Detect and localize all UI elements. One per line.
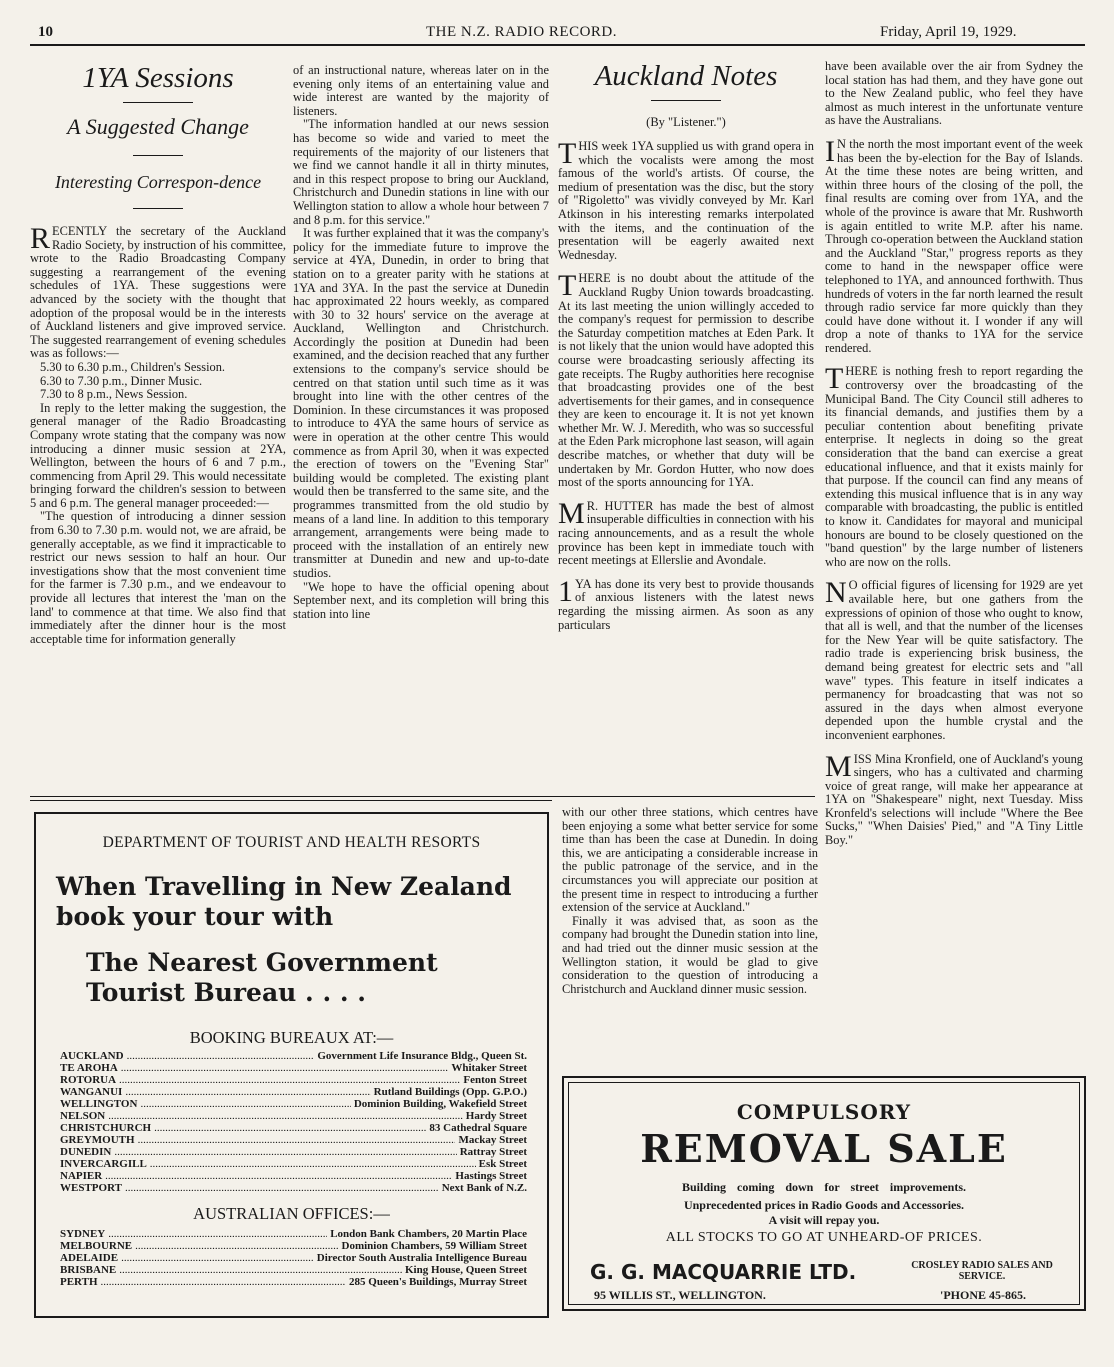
- bureau-row: NELSON ..... Hardy Street: [60, 1110, 527, 1122]
- article-title: 1YA Sessions: [82, 62, 234, 94]
- australian-heading: AUSTRALIAN OFFICES:—: [193, 1204, 390, 1223]
- section-rule: [30, 796, 815, 797]
- sale-headline: REMOVAL SALE: [640, 1126, 1008, 1171]
- bureau-row: ROTORUA ..... Fenton Street: [60, 1074, 527, 1086]
- bureau-row: INVERCARGILL ..... Esk Street: [60, 1158, 527, 1170]
- paragraph: It was further explained that it was the company's policy for the immediate future to improve the service at 4YA, Dunedin, in order to bring that station on to a greater parity with he stations at 1YA and 3YA. In the past the service at Dunedin hac approximated 22 hours weekly, as compared with 30 to 32 hours' service on the average at Auckland, Wellington and Christchurch. Accordingly the position at Dunedin had been examined, and the decision reached that any further extensions to the company's service should be centred on that station until such time as it was brought into line with the other centres of the Dominion. In these circumstances it was proposed to introduce to 4YA the same hours of service as were in operation at the other centre This would commence as from April 30, when it was expected the erection of towers on the "Evening Star" building would be completed. The existing plant would then be transferred to the same site, and the programmes transmitted from the old studio by means of a land line. In addition to this temporary arrangement, arrangements were being made to proceed with the installation of an entirely new transmitter at Dunedin and new and up-to-date studios.: [293, 226, 549, 580]
- auckland-notes-col3: [558, 58, 814, 632]
- subsubtitle-divider: [133, 208, 183, 209]
- paragraph: of an instructional nature, whereas later on in the evening only items of an entertaining value and wide interest are wanted by the majority of listeners.: [293, 63, 549, 118]
- australian-list: [60, 1228, 527, 1288]
- bureau-row: TE AROHA ..... Whitaker Street: [60, 1062, 527, 1074]
- paragraph: "We hope to have the official opening about September next, and its completion will bring this station into line: [293, 579, 549, 621]
- booking-heading: BOOKING BUREAUX AT:—: [189, 1028, 394, 1047]
- paragraph: N the north the most important event of the week has been the by-election for the Bay of Islands. At the time these notes are being written, and within three hours of the closing of the poll, the final results are coming over from 1YA, and the whole of the province is aware that Mr. Rushworth is again entitled to write M.P. after his name. Through co-operation between the Auckland station and the Auckland "Star," progress reports as they come to hand in the newspaper office were telephoned to 1YA, and announced forthwith. Thus hundreds of voters in the far north learned the result through radio service far more quickly than they could have done without it. I wonder if any will drop a note of thanks to 1YA for the service rendered.: [825, 136, 1083, 355]
- crosley-text: CROSLEY RADIO SALES AND SERVICE.: [911, 1260, 1053, 1282]
- paragraph: HIS week 1YA supplied us with grand opera in which the vocalists were among the most famous of the world's artists. Of course, the medium of presentation was the disc, but the story of "Rigoletto" was vividly conveyed by Mr. Karl Atkinson in his interesting remarks interpolated with the items, and the continuation of the presentation will be eagerly awaited next Wednesday.: [558, 139, 814, 262]
- bureau-row: DUNEDIN ..... Rattray Street: [60, 1146, 527, 1158]
- schedule-item: 5.30 to 6.30 p.m., Children's Session.: [40, 359, 226, 374]
- col1-body: [30, 222, 286, 646]
- dropcap: T: [558, 269, 577, 303]
- paragraph: O official figures of licensing for 1929 are yet available here, but one gathers from the expressions of opinion of those who ought to know, that all is well, and that the number of the licenses for the New Year will be quite satisfactory. The radio trade is experiencing brisk business, the demand being greatest for electric sets and "all wave" types. This feature in itself indicates a permanency for broadcasting that was not so assured in the days when almost everyone depended upon the humble crystal and the inconvenient earphones.: [825, 578, 1083, 742]
- paragraph: have been available over the air from Sydney the local station has had them, and they have gone out to the New Zealand public, who feel they have almost as much interest in the unfortunate venture as have the Australians.: [825, 59, 1083, 128]
- department-heading: DEPARTMENT OF TOURIST AND HEALTH RESORTS: [102, 834, 481, 851]
- schedule-item: 6.30 to 7.30 p.m., Dinner Music.: [40, 373, 203, 388]
- dropcap: I: [825, 134, 835, 168]
- dropcap: N: [825, 576, 847, 610]
- dropcap: R: [30, 222, 51, 255]
- paragraph: ISS Mina Kronfield, one of Auckland's young singers, who has a cultivated and charming voice of great range, will make her appearance at 1YA on "Shakespeare" night, next Tuesday. Miss Kronfeld's selections will include "Where the Bee Sucks," "When Daisies' Pied," and "A Tiny Little Boy.": [825, 751, 1083, 848]
- col3-body: [558, 137, 814, 632]
- paragraph: In reply to the letter making the suggestion, the general manager of the Radio Broadcasting Company wrote stating that the company was now introducing a dinner music session at 2YA, Wellington, between the hours of 6 and 7 p.m., commencing from April 29. This would necessitate bringing forward the children's session to between 5 and 6 p.m. The general manager proceeded:—: [30, 400, 286, 510]
- schedule-item: 7.30 to 8 p.m., News Session.: [40, 387, 188, 402]
- bureau-row: WANGANUI ..... Rutland Buildings (Opp. G.P.O.): [60, 1086, 527, 1098]
- section-rule: [30, 800, 552, 801]
- dropcap: T: [558, 137, 577, 170]
- article-subsubtitle: Interesting Correspon-dence: [54, 172, 262, 192]
- byline: (By "Listener."): [646, 115, 726, 129]
- office-row: BRISBANE ..... King House, Queen Street: [60, 1264, 527, 1276]
- masthead: THE N.Z. RADIO RECORD.: [426, 24, 617, 40]
- office-row: PERTH ..... 285 Queen's Buildings, Murray Street: [60, 1276, 527, 1288]
- booking-list: [60, 1050, 527, 1194]
- dropcap: M: [825, 749, 852, 783]
- bureau-row: CHRISTCHURCH ..... 83 Cathedral Square: [60, 1122, 527, 1134]
- sale-line-1: Building coming down for street improvements.: [681, 1180, 966, 1194]
- article-1ya-col3-continued: [562, 806, 818, 996]
- dropcap: T: [825, 362, 844, 396]
- article-1ya-col2: [293, 64, 549, 621]
- paragraph: "The question of introducing a dinner session from 6.30 to 7.30 p.m. would not, we are afraid, be generally acceptable, as we find it impracticable to restrict our news session to half an hour. Our investigations show that the most convenient time for the farmer is 7.30 p.m., and we endeavour to provide all lectures that interest the 'man on the land' to commence at that time. We also find that immediately after the dinner hour is the most acceptable time for information generally: [30, 509, 286, 646]
- article-subtitle: A Suggested Change: [67, 114, 249, 139]
- office-row: SYDNEY ..... London Bank Chambers, 20 Martin Place: [60, 1228, 527, 1240]
- ad-headline: When Travelling in New Zealand book your tour with: [56, 872, 512, 931]
- company-name: G. G. MACQUARRIE LTD.: [590, 1260, 857, 1284]
- sale-compulsory: COMPULSORY: [736, 1100, 912, 1124]
- paragraph: HERE is no doubt about the attitude of the Auckland Rugby Union towards broadcasting. At its last meeting the union willingly acceded to the company's request for permission to describe the Saturday competition matches at Eden Park. It is not likely that the union would have adopted this course were broadcasting seriously affecting its gate receipts. The Rugby authorities here recognise that broadcasting provides one of the best advertisements for their games, and in consequence they are keen to encourage it. It is not yet known whether Mr. W. J. Meredith, who was so successful at the Eden Park microphone last season, will again describe matches, or whether that duty will be undertaken by Mr. Gordon Hutter, who now does most of the sports announcing for 1YA.: [558, 271, 814, 490]
- bureau-headline: The Nearest Government Tourist Bureau . . . .: [86, 948, 438, 1007]
- paragraph: ECENTLY the secretary of the Auckland Radio Society, by instruction of his committee, wrote to the Radio Broadcasting Company suggesting a rearrangement of the evening schedules of 1YA. These suggestions were advanced by the society with the thought that adoption of the proposal would be in the interests of Auckland listeners and give improved service. The suggested rearrangement of evening schedules was as follows:—: [30, 224, 286, 361]
- paragraph: R. HUTTER has made the best of almost insuperable difficulties in connection with his racing announcements, and as a result the whole province has been kept in immediate touch with recent meetings at Ellerslie and Avondale.: [558, 498, 814, 568]
- bureau-row: GREYMOUTH ..... Mackay Street: [60, 1134, 527, 1146]
- title-divider: [123, 102, 193, 103]
- page-number: 10: [38, 24, 53, 40]
- company-address: 95 WILLIS ST., WELLINGTON.: [594, 1288, 766, 1302]
- office-row: MELBOURNE ..... Dominion Chambers, 59 William Street: [60, 1240, 527, 1252]
- bureau-row: AUCKLAND ..... Government Life Insurance Bldg., Queen St.: [60, 1050, 527, 1062]
- auckland-notes-col4: [825, 60, 1083, 848]
- removal-sale-ad: [562, 1076, 1086, 1311]
- bureau-row: WESTPORT ..... Next Bank of N.Z.: [60, 1182, 527, 1194]
- paragraph: HERE is nothing fresh to report regarding the controversy over the broadcasting of the Municipal Band. The City Council still adheres to its financial demands, and justifies them by a peculiar contention about benefiting private enterprise. It neglects in doing so the great consideration that the band can exercise a great educational influence, and that it exists mainly for that purpose. If the council can find any means of extending this musical influence that is in any way comparable with broadcasting, the public is entitled to know it. Candidates for mayoral and municipal honours are bound to be closely questioned on the "band question" by the large number of listeners who are now on the rolls.: [825, 364, 1083, 569]
- paragraph: YA has done its very best to provide thousands of anxious listeners with the latest news regarding the missing airmen. As soon as any particulars: [558, 576, 814, 632]
- header-rule: [30, 44, 1085, 46]
- paragraph: with our other three stations, which centres have been enjoying a some what better service for some time than has been the case at Dunedin. In doing this, we are anticipating a considerable increase in the public patronage of the service, and in the circumstances you will appreciate our position at the present time in respect to introducing a further extension of the service at Auckland.": [562, 805, 818, 915]
- issue-date: Friday, April 19, 1929.: [880, 24, 1017, 40]
- paragraph: Finally it was advised that, as soon as the company had brought the Dunedin station into line, and had tried out the dinner music session at the Wellington station, it would be glad to give consideration to the question of introducing a Christchurch and Auckland dinner music session.: [562, 913, 818, 996]
- office-row: ADELAIDE ..... Director South Australia Intelligence Bureau: [60, 1252, 527, 1264]
- sale-line-4: ALL STOCKS TO GO AT UNHEARD-OF PRICES.: [665, 1230, 983, 1245]
- bureau-row: NAPIER ..... Hastings Street: [60, 1170, 527, 1182]
- tourist-bureau-ad: [34, 812, 549, 1318]
- auckland-notes-title: Auckland Notes: [594, 60, 778, 92]
- title-divider: [651, 100, 721, 101]
- dropcap: 1: [558, 574, 573, 608]
- article-1ya-col1: [30, 60, 286, 646]
- sale-line-3: A visit will repay you.: [768, 1213, 880, 1227]
- paragraph: "The information handled at our news session has become so wide and varied to meet the requirements of the majority of our listeners that we find we cannot handle it all in thirty minutes, and in this respect propose to bring our Auckland, Christchurch and Dunedin stations in line with our Wellington station to allow a whole hour between 7 and 8 p.m. for this service.": [293, 117, 549, 227]
- company-phone: 'PHONE 45-865.: [940, 1288, 1026, 1302]
- sale-line-2: Unprecedented prices in Radio Goods and Accessories.: [683, 1198, 965, 1212]
- dropcap: M: [558, 496, 585, 530]
- bureau-row: WELLINGTON ..... Dominion Building, Wakefield Street: [60, 1098, 527, 1110]
- subtitle-divider: [133, 155, 183, 156]
